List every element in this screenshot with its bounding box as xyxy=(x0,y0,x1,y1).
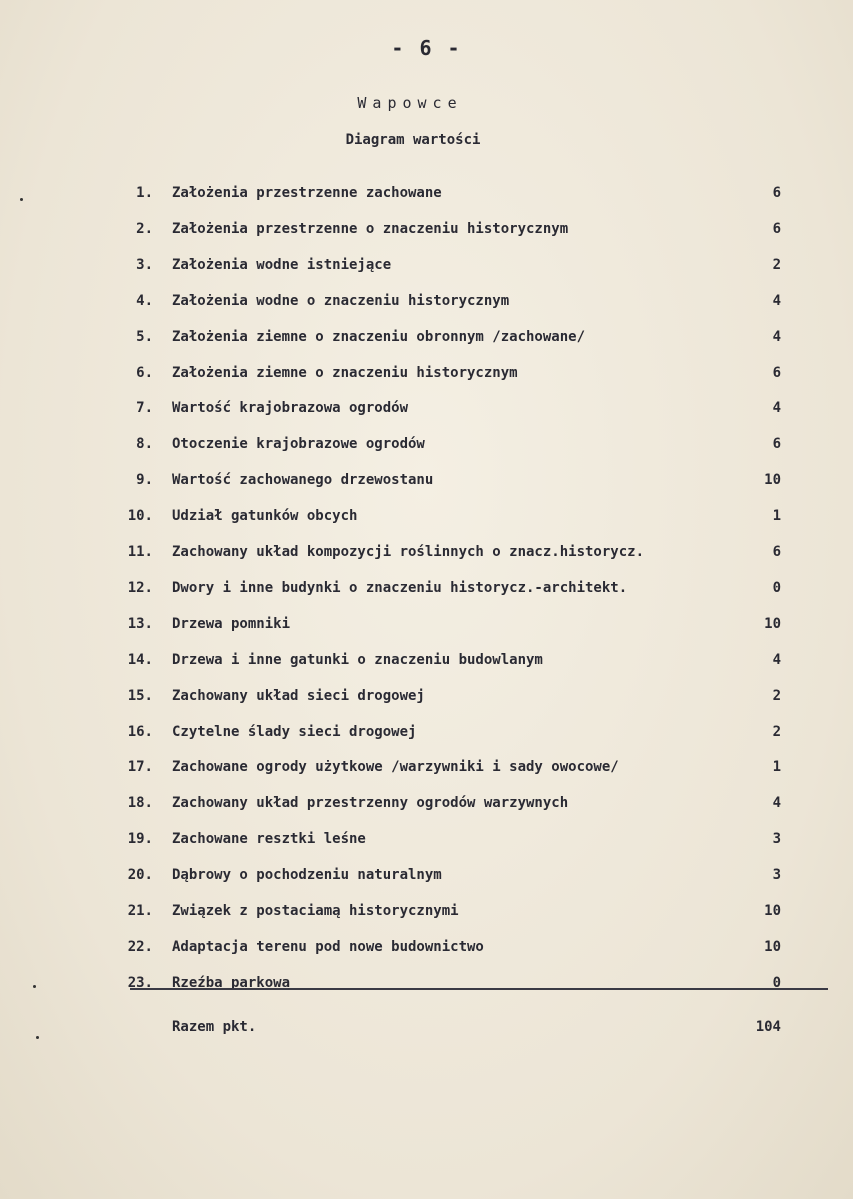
item-label: Drzewa pomniki xyxy=(172,616,291,632)
item-value: 3 xyxy=(772,831,781,847)
total-label: Razem pkt. xyxy=(172,1019,257,1035)
item-number: 16. xyxy=(127,724,153,740)
list-item xyxy=(0,322,853,352)
item-label: Czytelne ślady sieci drogowej xyxy=(172,724,417,740)
item-value: 4 xyxy=(772,795,781,811)
item-number: 15. xyxy=(127,688,153,704)
item-value: 6 xyxy=(772,436,781,452)
list-item xyxy=(0,752,853,782)
paper-speck xyxy=(20,198,23,201)
list-item xyxy=(0,932,853,962)
item-label: Zachowane resztki leśne xyxy=(172,831,366,847)
page-number: - 6 - xyxy=(391,36,462,60)
paper-speck xyxy=(36,1036,39,1039)
item-value: 10 xyxy=(764,472,781,488)
item-label: Założenia przestrzenne zachowane xyxy=(172,185,442,201)
item-label: Związek z postaciamą historycznymi xyxy=(172,903,459,919)
item-label: Dąbrowy o pochodzeniu naturalnym xyxy=(172,867,442,883)
item-value: 4 xyxy=(772,652,781,668)
item-number: 11. xyxy=(127,544,153,560)
item-number: 1. xyxy=(136,185,153,201)
list-item xyxy=(0,393,853,423)
item-value: 10 xyxy=(764,939,781,955)
item-number: 3. xyxy=(136,257,153,273)
item-label: Założenia wodne istniejące xyxy=(172,257,392,273)
item-number: 9. xyxy=(136,472,153,488)
list-item xyxy=(0,681,853,711)
item-value: 2 xyxy=(772,688,781,704)
item-value: 6 xyxy=(772,221,781,237)
item-value: 2 xyxy=(772,724,781,740)
total-row xyxy=(0,1012,853,1042)
item-number: 5. xyxy=(136,329,153,345)
list-item xyxy=(0,860,853,890)
list-item xyxy=(0,824,853,854)
item-label: Zachowany układ sieci drogowej xyxy=(172,688,425,704)
item-value: 4 xyxy=(772,400,781,416)
list-item xyxy=(0,358,853,388)
divider-line xyxy=(130,988,828,990)
item-label: Adaptacja terenu pod nowe budownictwo xyxy=(172,939,484,955)
total-value: 104 xyxy=(755,1019,781,1035)
item-value: 6 xyxy=(772,185,781,201)
paper-speck xyxy=(33,985,36,988)
item-label: Założenia ziemne o znaczeniu obronnym /zachowane/ xyxy=(172,329,586,345)
item-label: Wartość zachowanego drzewostanu xyxy=(172,472,434,488)
list-item xyxy=(0,286,853,316)
item-value: 0 xyxy=(772,580,781,596)
item-number: 20. xyxy=(127,867,153,883)
item-label: Drzewa i inne gatunki o znaczeniu budowlanym xyxy=(172,652,543,668)
list-item xyxy=(0,645,853,675)
item-number: 18. xyxy=(127,795,153,811)
item-number: 7. xyxy=(136,400,153,416)
item-number: 14. xyxy=(127,652,153,668)
item-value: 1 xyxy=(772,759,781,775)
item-value: 1 xyxy=(772,508,781,524)
list-item xyxy=(0,968,853,998)
item-value: 0 xyxy=(772,975,781,991)
document-title: Diagram wartości xyxy=(345,132,481,148)
item-label: Zachowany układ kompozycji roślinnych o znacz.historycz. xyxy=(172,544,645,560)
item-label: Dwory i inne budynki o znaczeniu historycz.-architekt. xyxy=(172,580,628,596)
item-number: 17. xyxy=(127,759,153,775)
item-number: 13. xyxy=(127,616,153,632)
item-value: 3 xyxy=(772,867,781,883)
item-number: 21. xyxy=(127,903,153,919)
item-value: 4 xyxy=(772,329,781,345)
list-item xyxy=(0,429,853,459)
item-value: 10 xyxy=(764,903,781,919)
list-item xyxy=(0,214,853,244)
item-label: Otoczenie krajobrazowe ogrodów xyxy=(172,436,425,452)
item-value: 4 xyxy=(772,293,781,309)
item-number: 19. xyxy=(127,831,153,847)
list-item xyxy=(0,573,853,603)
item-number: 10. xyxy=(127,508,153,524)
list-item xyxy=(0,250,853,280)
list-item xyxy=(0,788,853,818)
item-label: Założenia przestrzenne o znaczeniu historycznym xyxy=(172,221,569,237)
list-item xyxy=(0,896,853,926)
list-item xyxy=(0,465,853,495)
item-label: Rzeźba parkowa xyxy=(172,975,291,991)
item-value: 6 xyxy=(772,365,781,381)
list-item xyxy=(0,717,853,747)
item-value: 6 xyxy=(772,544,781,560)
item-label: Wartość krajobrazowa ogrodów xyxy=(172,400,409,416)
item-number: 2. xyxy=(136,221,153,237)
list-item xyxy=(0,537,853,567)
list-item xyxy=(0,501,853,531)
item-label: Założenia wodne o znaczeniu historycznym xyxy=(172,293,510,309)
list-item xyxy=(0,609,853,639)
item-number: 12. xyxy=(127,580,153,596)
item-number: 8. xyxy=(136,436,153,452)
place-name: Wapowce xyxy=(357,94,463,112)
item-label: Założenia ziemne o znaczeniu historycznym xyxy=(172,365,518,381)
list-item xyxy=(0,178,853,208)
item-number: 23. xyxy=(127,975,153,991)
item-label: Udział gatunków obcych xyxy=(172,508,358,524)
item-number: 4. xyxy=(136,293,153,309)
item-number: 6. xyxy=(136,365,153,381)
item-value: 10 xyxy=(764,616,781,632)
item-number: 22. xyxy=(127,939,153,955)
item-label: Zachowany układ przestrzenny ogrodów warzywnych xyxy=(172,795,569,811)
item-value: 2 xyxy=(772,257,781,273)
item-label: Zachowane ogrody użytkowe /warzywniki i sady owocowe/ xyxy=(172,759,619,775)
